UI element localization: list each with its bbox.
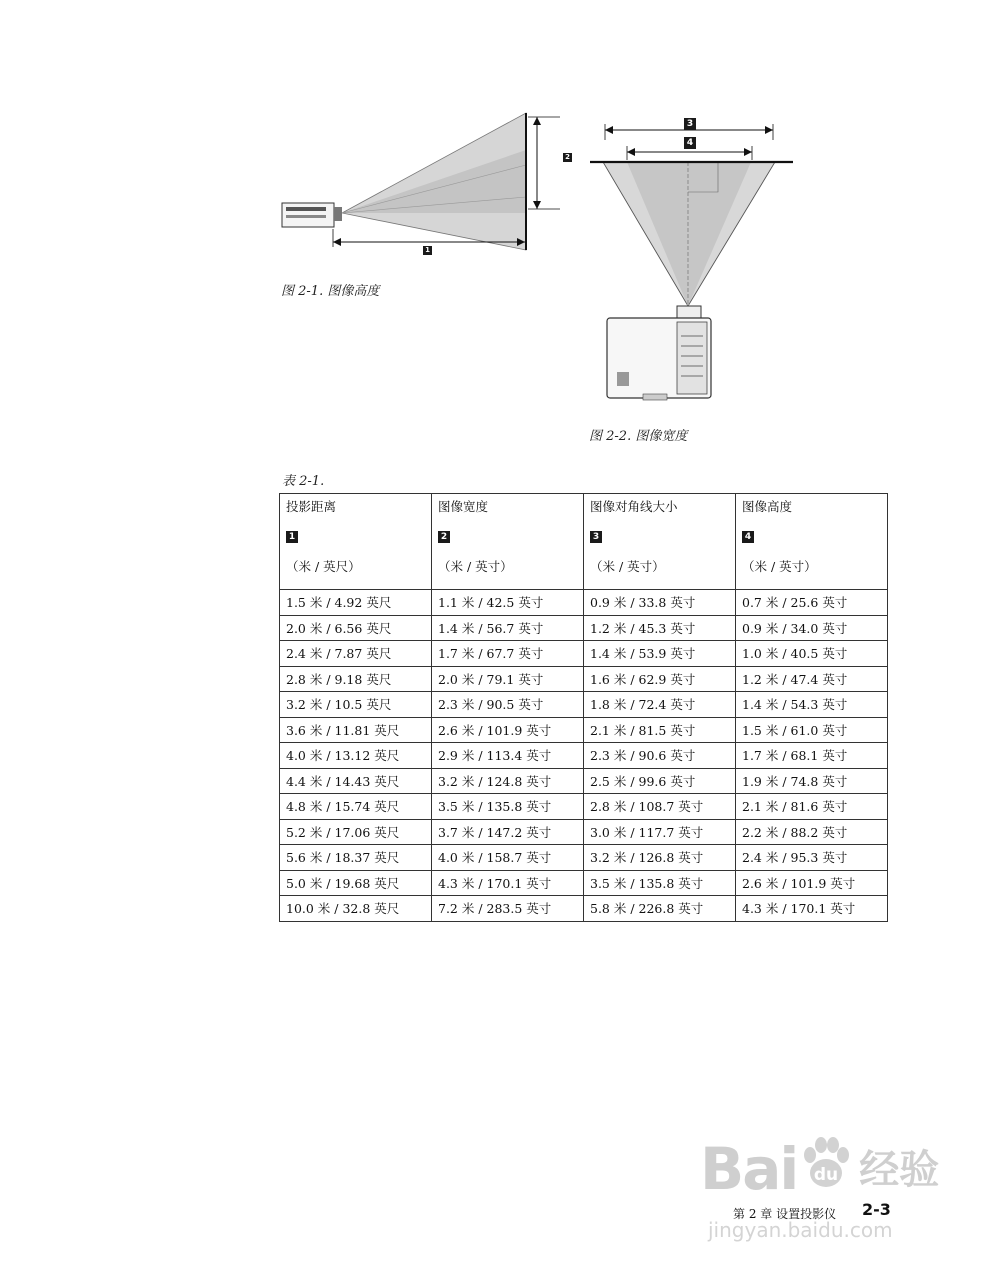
header-projection-distance	[280, 494, 432, 590]
table-row	[280, 819, 888, 845]
table-cell: 3.2 米 / 10.5 英尺	[280, 692, 432, 718]
table-cell: 4.0 米 / 158.7 英寸	[432, 845, 584, 871]
header-title: 图像宽度	[438, 499, 489, 514]
header-unit: （米 / 英寸）	[742, 559, 817, 574]
figure-image-width	[585, 110, 800, 415]
marker-4: 4	[742, 531, 754, 543]
watermark	[700, 1135, 939, 1203]
table-cell: 2.4 米 / 7.87 英尺	[280, 641, 432, 667]
table-cell: 1.7 米 / 68.1 英寸	[736, 743, 888, 769]
table-header-row	[280, 494, 888, 590]
table-cell: 2.1 米 / 81.6 英寸	[736, 794, 888, 820]
table-cell: 2.5 米 / 99.6 英寸	[584, 768, 736, 794]
table-row	[280, 692, 888, 718]
table-cell: 2.2 米 / 88.2 英寸	[736, 819, 888, 845]
table-cell: 1.7 米 / 67.7 英寸	[432, 641, 584, 667]
footer-chapter: 第 2 章 设置投影仪	[733, 1207, 837, 1221]
table-cell: 3.5 米 / 135.8 英寸	[584, 870, 736, 896]
table-cell: 4.8 米 / 15.74 英尺	[280, 794, 432, 820]
table-cell: 3.2 米 / 124.8 英寸	[432, 768, 584, 794]
table-row	[280, 590, 888, 616]
table-cell: 1.4 米 / 56.7 英寸	[432, 615, 584, 641]
table-cell: 1.0 米 / 40.5 英寸	[736, 641, 888, 667]
table-cell: 5.8 米 / 226.8 英寸	[584, 896, 736, 922]
table-cell: 2.4 米 / 95.3 英寸	[736, 845, 888, 871]
page-footer	[733, 1205, 836, 1222]
table-cell: 1.4 米 / 54.3 英寸	[736, 692, 888, 718]
figure-image-height	[270, 105, 580, 265]
table-cell: 4.3 米 / 170.1 英寸	[432, 870, 584, 896]
header-image-height	[736, 494, 888, 590]
table-cell: 2.0 米 / 6.56 英尺	[280, 615, 432, 641]
table-cell: 1.9 米 / 74.8 英寸	[736, 768, 888, 794]
header-unit: （米 / 英寸）	[438, 559, 513, 574]
paw-icon	[797, 1135, 855, 1193]
table-cell: 7.2 米 / 283.5 英寸	[432, 896, 584, 922]
table-cell: 3.7 米 / 147.2 英寸	[432, 819, 584, 845]
header-title: 图像对角线大小	[590, 499, 678, 514]
table-row	[280, 896, 888, 922]
table-caption: 表 2-1.	[282, 474, 325, 489]
table-row	[280, 768, 888, 794]
table-cell: 1.5 米 / 4.92 英尺	[280, 590, 432, 616]
table-cell: 3.2 米 / 126.8 英寸	[584, 845, 736, 871]
table-cell: 1.1 米 / 42.5 英寸	[432, 590, 584, 616]
table-cell: 4.0 米 / 13.12 英尺	[280, 743, 432, 769]
table-row	[280, 641, 888, 667]
figure-caption-2-2: 图 2-2. 图像宽度	[589, 429, 688, 444]
table-row	[280, 845, 888, 871]
marker-2: 2	[563, 153, 572, 162]
table-cell: 2.1 米 / 81.5 英寸	[584, 717, 736, 743]
table-cell: 1.2 米 / 47.4 英寸	[736, 666, 888, 692]
table-cell: 4.3 米 / 170.1 英寸	[736, 896, 888, 922]
table-cell: 10.0 米 / 32.8 英尺	[280, 896, 432, 922]
table-cell: 1.5 米 / 61.0 英寸	[736, 717, 888, 743]
marker-3: 3	[684, 118, 696, 130]
marker-1: 1	[423, 246, 432, 255]
table-cell: 1.8 米 / 72.4 英寸	[584, 692, 736, 718]
figure-caption-2-1: 图 2-1. 图像高度	[281, 284, 380, 299]
header-unit: （米 / 英尺）	[286, 559, 361, 574]
table-cell: 2.9 米 / 113.4 英寸	[432, 743, 584, 769]
header-unit: （米 / 英寸）	[590, 559, 665, 574]
table-cell: 3.5 米 / 135.8 英寸	[432, 794, 584, 820]
table-cell: 2.8 米 / 108.7 英寸	[584, 794, 736, 820]
table-cell: 1.6 米 / 62.9 英寸	[584, 666, 736, 692]
table-cell: 2.3 米 / 90.5 英寸	[432, 692, 584, 718]
table-row	[280, 743, 888, 769]
watermark-url: jingyan.baidu.com	[708, 1218, 893, 1242]
header-title: 图像高度	[742, 499, 793, 514]
projection-distance-table	[279, 493, 888, 922]
table-cell: 4.4 米 / 14.43 英尺	[280, 768, 432, 794]
table-cell: 0.9 米 / 34.0 英寸	[736, 615, 888, 641]
table-cell: 2.3 米 / 90.6 英寸	[584, 743, 736, 769]
table-row	[280, 615, 888, 641]
table-cell: 3.0 米 / 117.7 英寸	[584, 819, 736, 845]
table-row	[280, 794, 888, 820]
watermark-paw-text: du	[814, 1165, 839, 1185]
marker-4: 4	[684, 137, 696, 149]
table-cell: 5.2 米 / 17.06 英尺	[280, 819, 432, 845]
watermark-label: 经验	[859, 1147, 940, 1193]
table-body	[280, 590, 888, 922]
table-cell: 2.6 米 / 101.9 英寸	[736, 870, 888, 896]
table-cell: 0.7 米 / 25.6 英寸	[736, 590, 888, 616]
table-cell: 2.8 米 / 9.18 英尺	[280, 666, 432, 692]
table-cell: 1.4 米 / 53.9 英寸	[584, 641, 736, 667]
header-diagonal-size	[584, 494, 736, 590]
table-cell: 5.6 米 / 18.37 英尺	[280, 845, 432, 871]
header-image-width	[432, 494, 584, 590]
table-cell: 2.6 米 / 101.9 英寸	[432, 717, 584, 743]
header-title: 投影距离	[286, 499, 337, 514]
table-cell: 5.0 米 / 19.68 英尺	[280, 870, 432, 896]
marker-3: 3	[590, 531, 602, 543]
watermark-brand: Bai	[700, 1135, 798, 1203]
table-row	[280, 717, 888, 743]
table-row	[280, 666, 888, 692]
table-cell: 1.2 米 / 45.3 英寸	[584, 615, 736, 641]
table-cell: 3.6 米 / 11.81 英尺	[280, 717, 432, 743]
table-cell: 0.9 米 / 33.8 英寸	[584, 590, 736, 616]
table-row	[280, 870, 888, 896]
marker-2: 2	[438, 531, 450, 543]
table-cell: 2.0 米 / 79.1 英寸	[432, 666, 584, 692]
marker-1: 1	[286, 531, 298, 543]
page-number: 2-3	[862, 1200, 891, 1219]
